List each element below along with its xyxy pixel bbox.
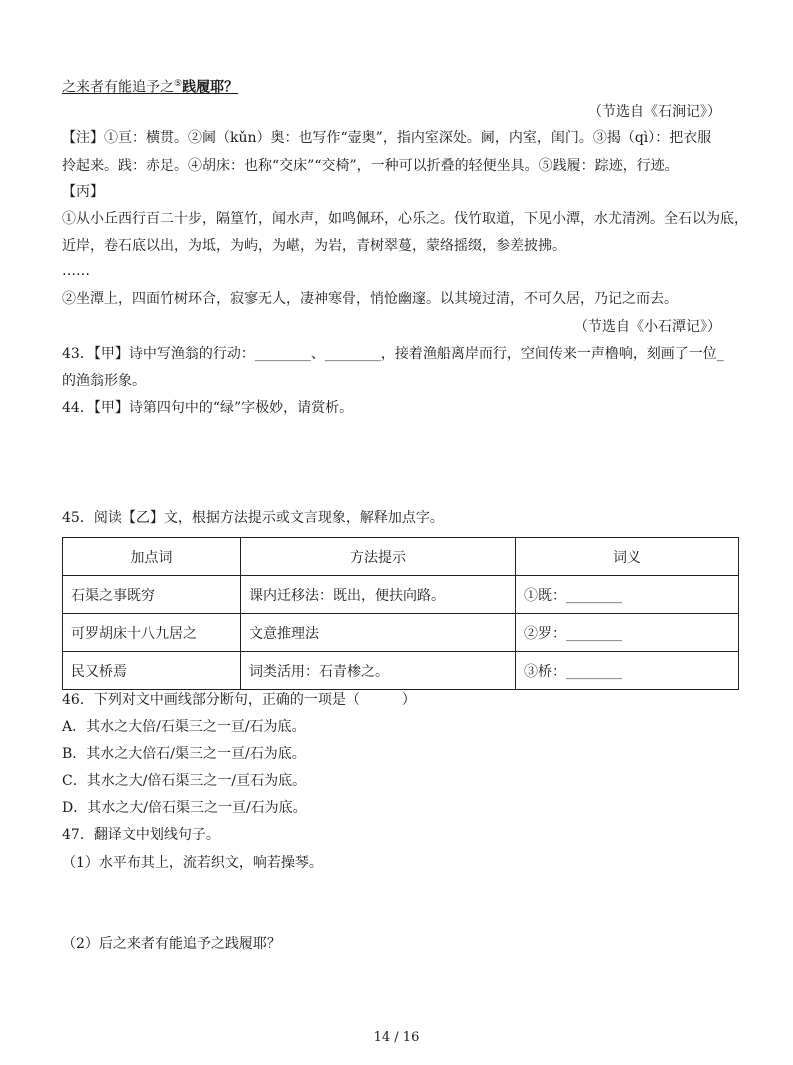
source-note-1: （节选自《石涧记》） <box>588 104 721 120</box>
footnote-marker: ⑤ <box>174 79 183 89</box>
q47-sub2: （2）后之来者有能追予之践履耶？ <box>62 936 281 952</box>
table-cell: 可罗胡床十八九居之 <box>63 614 241 652</box>
q47-sub1: （1）水平布其上，流若织文，响若操琴。 <box>62 855 323 871</box>
q43-line2: 的渔翁形象。 <box>62 373 146 389</box>
bing-ellipsis: …… <box>62 263 90 279</box>
table-header-cell: 加点词 <box>63 538 241 576</box>
q47-stem: 47．翻译文中划线句子。 <box>62 827 220 843</box>
q46-option-b: B．其水之大倍石/渠三之一亘/石为底。 <box>62 746 306 762</box>
q45: 45．阅读【乙】文，根据方法提示或文言现象，解释加点字。 <box>62 510 444 526</box>
table-row <box>63 614 739 652</box>
top-line: 之来者有能追予之⑤践履耶？ <box>62 79 239 96</box>
bing-p1-line1: ①从小丘西行百二十步，隔篁竹，闻水声，如鸣佩环，心乐之。伐竹取道，下见小潭，水尤清洌。全石以为底， <box>62 211 748 227</box>
section-bing-label: 【丙】 <box>62 184 104 200</box>
table-cell: 石渠之事既穷 <box>63 576 241 614</box>
table-header-cell: 方法提示 <box>241 538 516 576</box>
table-cell: ②罗：________ <box>516 614 739 652</box>
q46-stem: 46．下列对文中画线部分断句，正确的一项是（ ） <box>62 692 416 708</box>
table-cell: 民又桥焉 <box>63 652 241 690</box>
q46-option-a: A．其水之大倍/石渠三之一亘/石为底。 <box>62 719 306 735</box>
table-cell: ③桥：________ <box>516 652 739 690</box>
table-cell: 词类活用：石青椮之。 <box>241 652 516 690</box>
notes-line-2: 拎起来。践：赤足。④胡床：也称“交床”“交椅”，一种可以折叠的轻便坐具。⑤践履：踪迹，行迹。 <box>62 158 679 174</box>
source-note-2: （节选自《小石潭记》） <box>574 319 721 335</box>
table-cell: 课内迁移法：既出，便扶向路。 <box>241 576 516 614</box>
table-cell: ①既：________ <box>516 576 739 614</box>
q46-option-c: C．其水之大/倍石渠三之一/亘石为底。 <box>62 773 307 789</box>
page-number: 14 / 16 <box>373 1030 420 1045</box>
table-header-row <box>63 538 739 576</box>
table-cell: 文意推理法 <box>241 614 516 652</box>
q43-line1: 43．【甲】诗中写渔翁的行动：________、________，接着渔船离岸而行，空间传来一声橹响，刻画了一位_ <box>62 346 724 362</box>
bing-p1-line2: 近岸，卷石底以出，为坻，为屿，为嵁，为岩，青树翠蔓，蒙络摇缀，参差披拂。 <box>62 238 566 254</box>
notes-line-1: 【注】①亘：横贯。②阃（kǔn）奥：也写作“壸奥”，指内室深处。阃，内室，闺门。③揭（qì）：把衣服 <box>62 130 712 146</box>
table-row <box>63 652 739 690</box>
table-header-cell: 词义 <box>516 538 739 576</box>
vocab-table <box>62 537 739 690</box>
table-row <box>63 576 739 614</box>
q46-option-d: D．其水之大/倍石渠三之一亘/石为底。 <box>62 800 307 816</box>
q44: 44．【甲】诗第四句中的“绿”字极妙，请赏析。 <box>62 400 354 416</box>
bing-p2: ②坐潭上，四面竹树环合，寂寥无人，凄神寒骨，悄怆幽邃。以其境过清，不可久居，乃记之而去。 <box>62 291 678 307</box>
